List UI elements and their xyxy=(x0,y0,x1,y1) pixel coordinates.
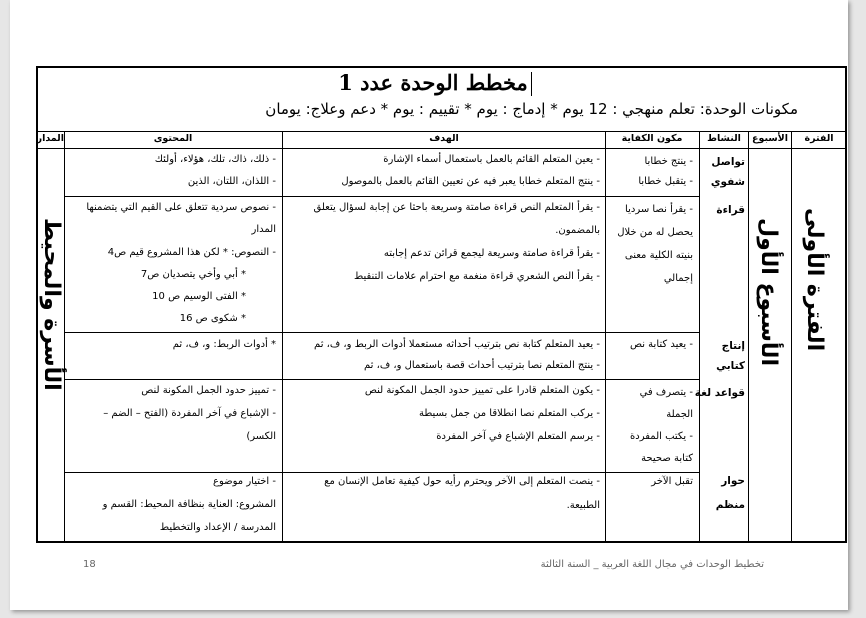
row2-content-line2: المدار xyxy=(251,224,276,235)
row4-competence-line2: الجملة xyxy=(666,409,693,420)
row3-goal-line2: - ينتج المتعلم نصا بترتيب أحداث قصة باستعمال و، ف، ثم xyxy=(364,360,600,371)
row4-content-line2: - الإشباع في آخر المفردة (الفتح – الضم – xyxy=(103,408,276,419)
row2-goal-line3: - يقرأ قراءة صامتة وسريعة ليجمع قرائن تدعم إجابته xyxy=(383,248,600,259)
row5-goal-line1: - ينصت المتعلم إلى الآخر ويحترم رأيه حول كيفية تعامل الإنسان مع xyxy=(324,476,600,487)
row3-competence-line1: - يعيد كتابة نص xyxy=(629,339,693,350)
col-header-activity: النشاط xyxy=(707,133,741,144)
row2-activity-line1: قراءة xyxy=(716,204,745,216)
row4-goal-line2: - يركب المتعلم نصا انطلاقا من جمل بسيطة xyxy=(418,408,600,419)
row2-goal-line2: بالمضمون. xyxy=(555,225,600,236)
row4-competence-line4: كتابة صحيحة xyxy=(641,453,693,464)
row2-content-line3: - النصوص: * لكن هذا المشروع قيم ص4 xyxy=(107,247,276,258)
row2-content-line4: * أبي وأخي يتصديان ص7 xyxy=(140,269,246,280)
scope-label: الأسرة والمحيط xyxy=(39,218,64,391)
col-header-content: المحتوى xyxy=(153,133,193,144)
row2-content-line5: * الفتى الوسيم ص 10 xyxy=(152,291,246,302)
col-header-competence: مكون الكفاية xyxy=(621,133,683,144)
row5-content-line2: المشروع: العناية بنظافة المحيط: القسم و xyxy=(102,499,276,510)
row1-activity-line2: شفوي xyxy=(710,176,745,188)
row3-goal-line1: - يعيد المتعلم كتابة نص بترتيب أحداثه مستعملا أدوات الربط و، ف، ثم xyxy=(314,339,600,350)
row1-content-line2: - اللذان، اللتان، الذين xyxy=(187,176,276,187)
row4-content-line3: الكسر) xyxy=(246,431,276,442)
row2-goal-line4: - يقرأ النص الشعري قراءة منغمة مع احترام علامات التنقيط xyxy=(353,271,600,282)
row3-content-line1: * أدوات الربط: و، ف، ثم xyxy=(172,339,276,350)
row4-competence-line3: - يكتب المفردة xyxy=(630,431,693,442)
row2-competence-line1: - يقرأ نصا سرديا xyxy=(625,204,693,215)
row5-competence-line1: تقبل الآخر xyxy=(651,476,693,487)
col-header-period: الفترة xyxy=(804,133,834,144)
row2-competence-line4: إجمالي xyxy=(663,273,693,284)
row5-content-line3: المدرسة / الإعداد والتخطيط xyxy=(159,522,276,533)
unit-plan-table xyxy=(36,66,847,543)
document-page xyxy=(10,0,848,610)
row3-activity-line2: كتابي xyxy=(716,360,745,372)
row3-activity-line1: إنتاج xyxy=(721,340,745,352)
col-header-scope: المدار xyxy=(36,133,64,144)
document-title: مخطط الوحدة عدد 1 xyxy=(338,70,528,95)
row5-content-line1: - اختيار موضوع xyxy=(213,476,276,487)
text-cursor xyxy=(531,72,532,96)
col-header-week: الأسبوع xyxy=(752,133,788,144)
page-number: 18 xyxy=(83,559,96,570)
row1-activity-line1: تواصل xyxy=(711,156,745,168)
row4-goal-line1: - يكون المتعلم قادرا على تمييز حدود الجمل المكونة لنص xyxy=(364,385,600,396)
row1-content-line1: - ذلك، ذاك، تلك، هؤلاء، أولئك xyxy=(154,154,276,165)
period-label: الفترة الأولى xyxy=(802,208,827,352)
row5-goal-line2: الطبيعة. xyxy=(566,500,600,511)
row1-goal-line1: - يعين المتعلم القائم بالعمل باستعمال أسماء الإشارة xyxy=(383,154,600,165)
row2-content-line1: - نصوص سردية تتعلق على القيم التي يتضمنها xyxy=(86,202,276,213)
row5-activity-line1: حوار xyxy=(721,475,745,487)
row5-activity-line2: منظم xyxy=(715,499,745,511)
row4-activity-line1: قواعد لغة xyxy=(694,387,745,399)
row1-competence-line1: - ينتج خطابا xyxy=(644,156,693,167)
row4-goal-line3: - يرسم المتعلم الإشباع في آخر المفردة xyxy=(436,431,600,442)
row2-competence-line2: يحصل له من خلال xyxy=(617,227,693,238)
row2-goal-line1: - يقرأ المتعلم النص قراءة صامتة وسريعة باحثا عن إجابة لسؤال يتعلق xyxy=(313,202,600,213)
row4-competence-line1: - يتصرف في xyxy=(639,387,693,398)
col-header-goal: الهدف xyxy=(429,133,459,144)
footer-caption: تخطيط الوحدات في مجال اللغة العربية _ السنة الثالثة xyxy=(540,559,764,570)
row2-content-line6: * شكوى ص 16 xyxy=(179,313,246,324)
row1-goal-line2: - ينتج المتعلم خطابا يعبر فيه عن تعيين القائم بالعمل بالموصول xyxy=(341,176,600,187)
row4-content-line1: - تمييز حدود الجمل المكونة لنص xyxy=(141,385,276,396)
row2-competence-line3: بنيته الكلية معنى xyxy=(624,250,693,261)
week-label: الأسبوع الأول xyxy=(756,218,781,366)
unit-components-line: مكونات الوحدة: تعلم منهجي : 12 يوم * إدماج : يوم * تقييم : يوم * دعم وعلاج: يومان xyxy=(265,100,798,118)
row1-competence-line2: - يتقبل خطابا xyxy=(638,176,693,187)
